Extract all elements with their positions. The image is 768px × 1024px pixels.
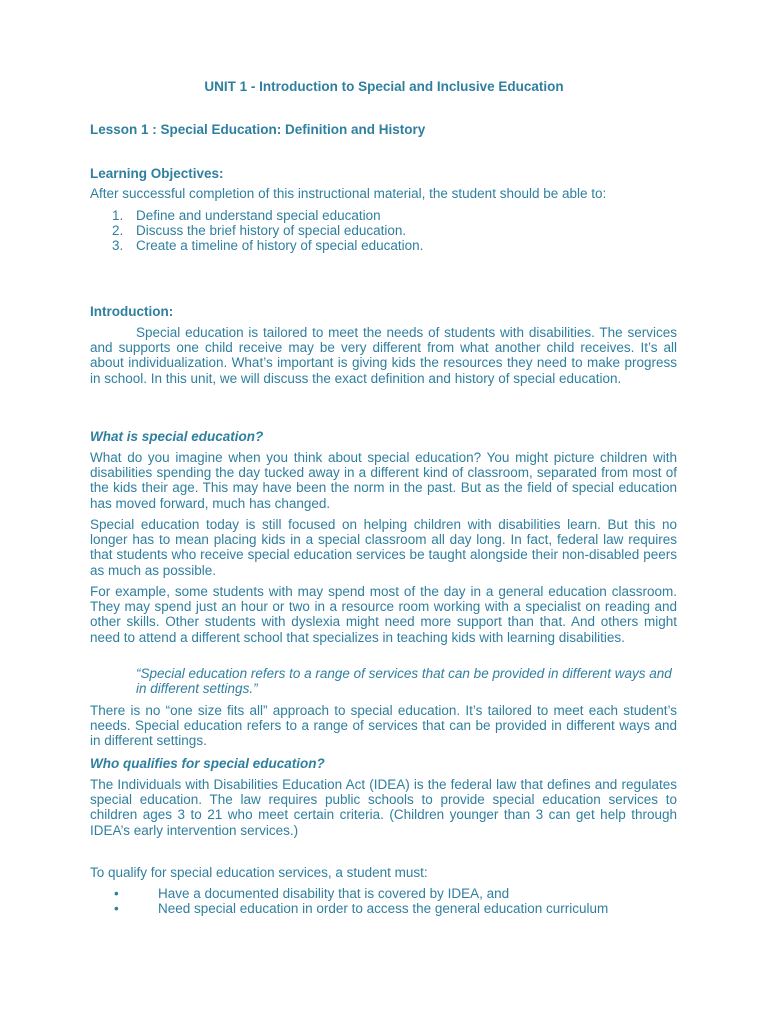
- objectives-intro: After successful completion of this instructional material, the student should be able to:: [90, 186, 607, 201]
- what-is-heading: What is special education?: [90, 429, 264, 444]
- criteria-intro: To qualify for special education services, a student must:: [90, 865, 428, 880]
- objective-item: 2. Discuss the brief history of special education.: [112, 223, 407, 239]
- bullet-icon: •: [114, 901, 119, 917]
- what-is-paragraph-1: What do you imagine when you think about special education? You might picture children with disabilities spending the day tucked away in a different kind of classroom, separated from most of the kids their age. This may have been the norm in the past. But as the field of special education has moved forward, much has changed.: [90, 450, 677, 511]
- introduction-paragraph: Special education is tailored to meet the needs of students with disabilities. The services and supports one child receive may be very different from what another child receives. It’s all about individualization. What’s important is giving kids the resources they need to make progress in school. In this unit, we will discuss the exact definition and history of special education.: [90, 325, 677, 386]
- criteria-item: • Need special education in order to access the general education curriculum: [114, 901, 609, 917]
- who-qualifies-paragraph: The Individuals with Disabilities Education Act (IDEA) is the federal law that defines and regulates special education. The law requires public schools to provide special education services to children ages 3 to 21 who meet certain criteria. (Children younger than 3 can get help through IDEA’s early intervention services.): [90, 777, 677, 838]
- objectives-heading: Learning Objectives:: [90, 166, 224, 181]
- what-is-paragraph-2: Special education today is still focused on helping children with disabilities learn. But this no longer has to mean placing kids in a special classroom all day long. In fact, federal law requires that students who receive special education services be taught alongside their non-disabled peers as much as possible.: [90, 517, 677, 578]
- bullet-icon: •: [114, 886, 119, 901]
- lesson-title: Lesson 1 : Special Education: Definition and History: [90, 122, 426, 137]
- objectives-list: [112, 208, 423, 254]
- objective-item: 1. Define and understand special education: [112, 208, 381, 223]
- objective-item: 3. Create a timeline of history of special education.: [112, 238, 424, 254]
- what-is-closing: There is no “one size fits all” approach to special education. It’s tailored to meet each student’s needs. Special education refers to a range of services that can be provided in different ways and in different settings.: [90, 703, 677, 749]
- what-is-paragraph-3: For example, some students with may spend most of the day in a general education classroom. They may spend just an hour or two in a resource room working with a specialist on reading and other skills. Other students with dyslexia might need more support than that. And others might need to attend a different school that specializes in teaching kids with learning disabilities.: [90, 584, 677, 645]
- unit-title: UNIT 1 - Introduction to Special and Inclusive Education: [204, 79, 564, 94]
- criteria-list: [112, 886, 608, 916]
- introduction-heading: Introduction:: [90, 304, 174, 319]
- criteria-item: • Have a documented disability that is covered by IDEA, and: [114, 886, 510, 901]
- pull-quote: “Special education refers to a range of services that can be provided in different ways and in different settings.”: [136, 666, 672, 697]
- who-qualifies-heading: Who qualifies for special education?: [90, 756, 325, 771]
